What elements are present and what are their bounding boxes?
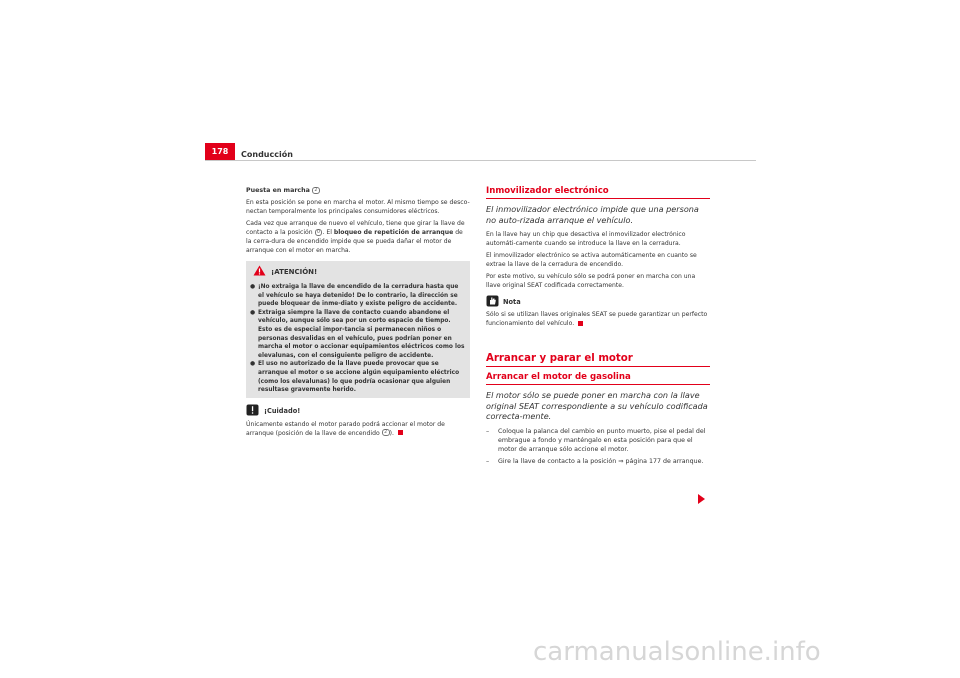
paragraph: En esta posición se pone en marcha el motor. Al mismo tiempo se desco-nectan temporalmente los principales consumidores eléctricos.	[246, 199, 470, 215]
warning-box	[246, 261, 470, 398]
caution-header	[246, 404, 470, 419]
watermark: carmanualsonline.info	[533, 637, 821, 667]
continue-arrow-icon	[698, 494, 705, 504]
warning-triangle-icon	[253, 265, 266, 279]
header-rule	[205, 160, 756, 161]
note-header	[486, 295, 710, 310]
section-end-icon	[578, 321, 583, 326]
bullet-icon: ●	[250, 309, 256, 316]
key-position-badge: 2	[312, 187, 320, 194]
paragraph: Cada vez que arranque de nuevo el vehículo, tiene que girar la llave de contacto a la posición 0 . El bloqueo de repetición de arranque de la cerra-dura de encendido impide que se pueda dañar el motor de arranque con el motor en marcha.	[246, 220, 465, 254]
section-end-icon	[398, 430, 403, 435]
lead-text: El motor sólo se puede poner en marcha con la llave original SEAT correspondiente a su vehículo codificada correcta-mente.	[486, 390, 708, 421]
page-number: 178	[205, 143, 235, 160]
list-item: – Gire la llave de contacto a la posición ⇒ página 177 de arranque.	[486, 458, 704, 466]
key-position-badge: 2	[382, 429, 390, 436]
left-column	[246, 186, 470, 441]
note-text: Sólo si se utilizan llaves originales SEAT se puede garantizar un perfecto funcionamiento del vehículo.	[486, 311, 708, 327]
running-header: Conducción	[241, 150, 293, 159]
paragraph: Por este motivo, su vehículo sólo se podrá poner en marcha con una llave original SEAT codificada correctamente.	[486, 273, 696, 289]
warning-header	[253, 265, 466, 279]
warning-item: ● Extraiga siempre la llave de contacto cuando abandone el vehículo, aunque sólo sea por un corto espacio de tiempo. Esto es de especial impor-tancia si permanecen niños o personas desvalidas en el vehículo, pues podrían poner en marcha el motor o accionar equipamientos eléctricos como los elevalunas, con el consiguiente peligro de accidente.	[250, 309, 465, 359]
paragraph: En la llave hay un chip que desactiva el inmovilizador electrónico automáti-camente cuando se introduce la llave en la cerradura.	[486, 231, 686, 247]
caution-icon	[246, 404, 259, 419]
warning-item: ● El uso no autorizado de la llave puede provocar que se arranque el motor o se accione algún equipamiento eléctrico (como los elevalunas) lo que podría ocasionar que alguien resultase gravemente herido.	[250, 361, 460, 394]
lead-text: El inmovilizador electrónico impide que una persona no auto-rizada arranque el vehículo.	[486, 204, 699, 225]
caution-text: Únicamente estando el motor parado podrá accionar el motor de arranque (posición de la llave de encendido 2 ).	[246, 420, 445, 437]
caution-title: ¡Cuidado!	[264, 406, 301, 415]
warning-title: ¡ATENCIÓN!	[271, 267, 318, 276]
bullet-icon: ●	[250, 284, 256, 290]
list-item: – Coloque la palanca del cambio en punto muerto, pise el pedal del embrague a fondo y manténgalo en esta posición para que el motor de arranque sólo accione el motor.	[486, 427, 706, 453]
chapter-heading: Arrancar y parar el motor	[486, 352, 710, 367]
warning-item: ● ¡No extraiga la llave de encendido de la cerradura hasta que el vehículo se haya detenido! De lo contrario, la dirección se puede bloquear de inme-diato y existe peligro de accidente.	[250, 284, 459, 308]
bullet-icon: ●	[250, 361, 256, 368]
puesta-en-marcha-heading: Puesta en marcha 2	[246, 186, 470, 195]
right-column	[486, 186, 710, 469]
subsection-heading: Arrancar el motor de gasolina	[486, 372, 710, 385]
section-heading: Inmovilizador electrónico	[486, 186, 710, 199]
note-hand-icon	[486, 295, 499, 310]
note-title: Nota	[503, 298, 521, 306]
paragraph: El inmovilizador electrónico se activa automáticamente en cuanto se extrae la llave de la cerradura de encendido.	[486, 252, 697, 268]
key-position-badge: 0	[315, 229, 323, 236]
